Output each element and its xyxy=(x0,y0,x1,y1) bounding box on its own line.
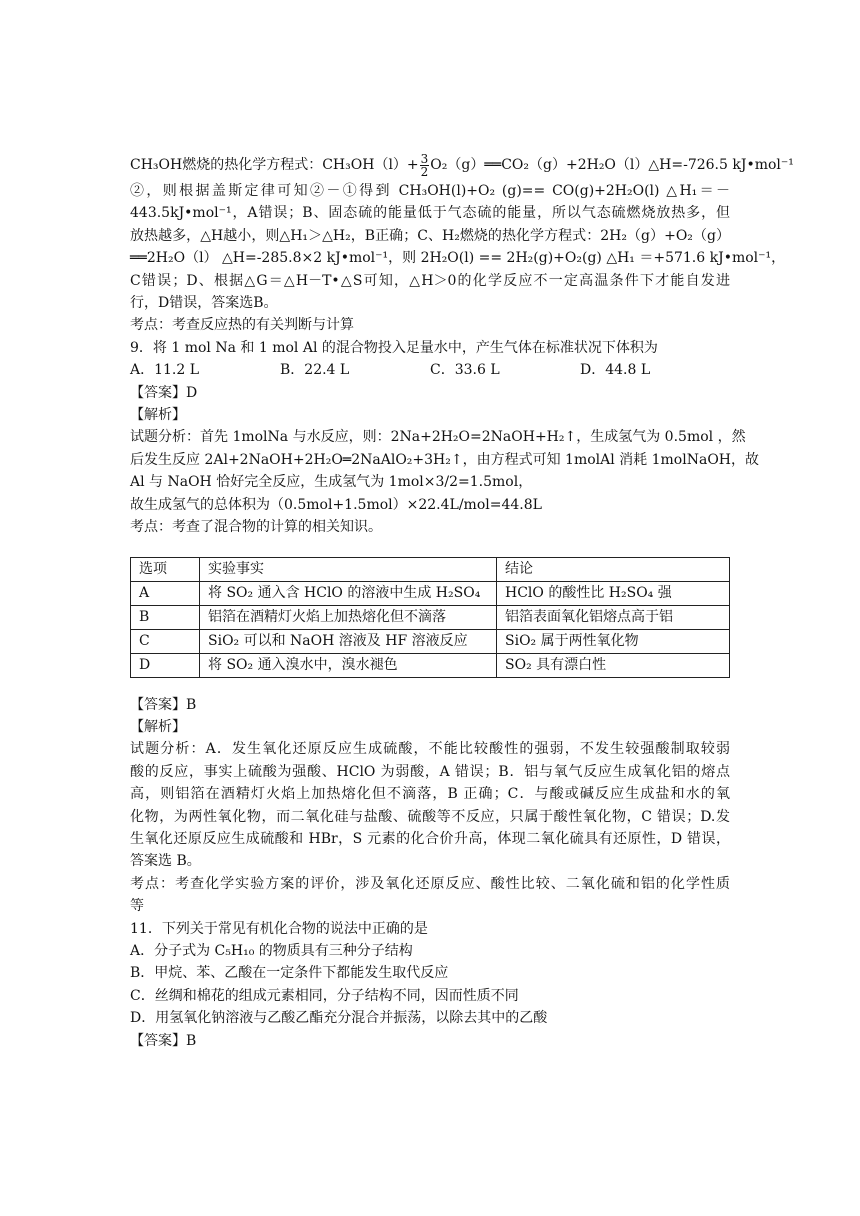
analysis-label: 【解析】 xyxy=(130,718,186,735)
option-c: C．丝绸和棉花的组成元素相同，分子结构不同，因而性质不同 xyxy=(130,987,519,1004)
table-cell: 铝箔在酒精灯火焰上加热熔化但不滴落 xyxy=(200,605,497,629)
table-header-cell: 选项 xyxy=(131,557,200,581)
analysis-line: 高，则铝箔在酒精灯火焰上加热熔化但不滴落，B 正确；C．与酸或碱反应生成盐和水的氧 xyxy=(130,786,730,803)
table-cell: 将 SO₂ 通入溴水中，溴水褪色 xyxy=(200,653,497,677)
question-11-stem: 11．下列关于常见有机化合物的说法中正确的是 xyxy=(130,920,428,937)
table-cell: B xyxy=(131,605,200,629)
analysis-line: 酸的反应，事实上硫酸为强酸、HClO 为弱酸，A 错误；B．铝与氧气反应生成氧化铝的熔点 xyxy=(130,763,730,780)
option-a: A．分子式为 C₅H₁₀ 的物质具有三种分子结构 xyxy=(130,942,413,959)
analysis-line: ②，则根据盖斯定律可知②－①得到 CH₃OH(l)+O₂ (g)== CO(g)+2H₂O(l) △H₁＝－ xyxy=(130,183,730,199)
table-header-cell: 结论 xyxy=(497,557,730,581)
table-cell: SiO₂ 可以和 NaOH 溶液及 HF 溶液反应 xyxy=(200,629,497,653)
analysis-line: 化物，为两性氧化物，而二氧化硅与盐酸、硫酸等不反应，只属于酸性氧化物，C 错误；D.发 xyxy=(130,808,730,825)
fraction xyxy=(420,153,430,178)
table-cell: A xyxy=(131,581,200,605)
experiment-table xyxy=(130,557,730,678)
analysis-line: 生氧化还原反应生成硫酸和 HBr，S 元素的化合价升高，体现二氧化硫具有还原性，D 错误， xyxy=(130,830,730,847)
fraction-denominator: 2 xyxy=(420,164,429,179)
thermo-equation-line xyxy=(130,150,794,180)
table-cell: 将 SO₂ 通入含 HClO 的溶液中生成 H₂SO₄ xyxy=(200,581,497,605)
answer-label: 【答案】B xyxy=(130,1032,197,1049)
document-page xyxy=(130,150,794,1052)
analysis-line: ══2H₂O（l） △H=-285.8×2 kJ•mol⁻¹，则 2H₂O(l) == 2H₂(g)+O₂(g) △H₁ ＝+571.6 kJ•mol⁻¹， xyxy=(130,250,786,267)
table-row xyxy=(131,629,730,653)
table-cell: SiO₂ 属于两性氧化物 xyxy=(497,629,730,653)
table-row xyxy=(131,581,730,605)
exam-point: 考点：考查了混合物的计算的相关知识。 xyxy=(130,519,382,536)
analysis-line: 后发生反应 2Al+2NaOH+2H₂O═2NaAlO₂+3H₂↑，由方程式可知 1molAl 消耗 1molNaOH，故 xyxy=(130,451,760,468)
question-9-options xyxy=(130,359,730,381)
table-cell: C xyxy=(131,629,200,653)
analysis-line: 试题分析：A．发生氧化还原反应生成硫酸，不能比较酸性的强弱，不发生较强酸制取较弱 xyxy=(130,741,730,758)
answer-label: 【答案】B xyxy=(130,696,197,713)
option-d: D．用氢氧化钠溶液与乙酸乙酯充分混合并振荡，以除去其中的乙酸 xyxy=(130,1010,548,1027)
analysis-line: 答案选 B。 xyxy=(130,853,201,870)
table-cell: SO₂ 具有漂白性 xyxy=(497,653,730,677)
analysis-line: 放热越多，△H越小，则△H₁＞△H₂，B正确；C、H₂燃烧的热化学方程式：2H₂（g）+O₂（g） xyxy=(130,227,730,244)
table-cell: HClO 的酸性比 H₂SO₄ 强 xyxy=(497,581,730,605)
fraction-numerator: 3 xyxy=(420,151,429,166)
analysis-line: 行，D错误，答案选B。 xyxy=(130,295,278,312)
option-d: D．44.8 L xyxy=(580,362,651,379)
exam-point: 考点：考查化学实验方案的评价，涉及氧化还原反应、酸性比较、二氧化硫和铝的化学性质 xyxy=(130,875,730,892)
option-b: B．22.4 L xyxy=(280,362,350,379)
table-cell: 铝箔表面氧化铝熔点高于铝 xyxy=(497,605,730,629)
answer-label: 【答案】D xyxy=(130,384,198,401)
analysis-line: Al 与 NaOH 恰好完全反应，生成氢气为 1mol×3/2=1.5mol， xyxy=(130,474,533,491)
table-header-row xyxy=(131,557,730,581)
exam-point: 等 xyxy=(130,898,144,915)
table-row xyxy=(131,605,730,629)
table-header-cell: 实验事实 xyxy=(200,557,497,581)
option-b: B．甲烷、苯、乙酸在一定条件下都能发生取代反应 xyxy=(130,965,449,982)
analysis-line: 443.5kJ•mol⁻¹，A错误；B、固态硫的能量低于气态硫的能量，所以气态硫燃烧放热多，但 xyxy=(130,205,730,222)
table-cell: D xyxy=(131,653,200,677)
analysis-line: C错误；D、根据△G＝△H－T•△S可知，△H＞0的化学反应不一定高温条件下才能自发进 xyxy=(130,272,730,289)
thermo-pre: CH₃OH燃烧的热化学方程式：CH₃OH（l）+ xyxy=(130,157,419,173)
question-9-stem: 9．将 1 mol Na 和 1 mol Al 的混合物投入足量水中，产生气体在标准状况下体积为 xyxy=(130,339,658,356)
analysis-line: 试题分析：首先 1molNa 与水反应，则：2Na+2H₂O=2NaOH+H₂↑，生成氢气为 0.5mol ，然 xyxy=(130,429,746,446)
analysis-line: 故生成氢气的总体积为（0.5mol+1.5mol）×22.4L/mol=44.8L xyxy=(130,496,542,513)
analysis-label: 【解析】 xyxy=(130,407,186,424)
thermo-post: O₂（g）══CO₂（g）+2H₂O（l）△H=-726.5 kJ•mol⁻¹ xyxy=(430,157,794,173)
table-row xyxy=(131,653,730,677)
option-a: A．11.2 L xyxy=(130,362,200,379)
option-c: C．33.6 L xyxy=(430,362,500,379)
exam-point: 考点：考查反应热的有关判断与计算 xyxy=(130,317,354,334)
